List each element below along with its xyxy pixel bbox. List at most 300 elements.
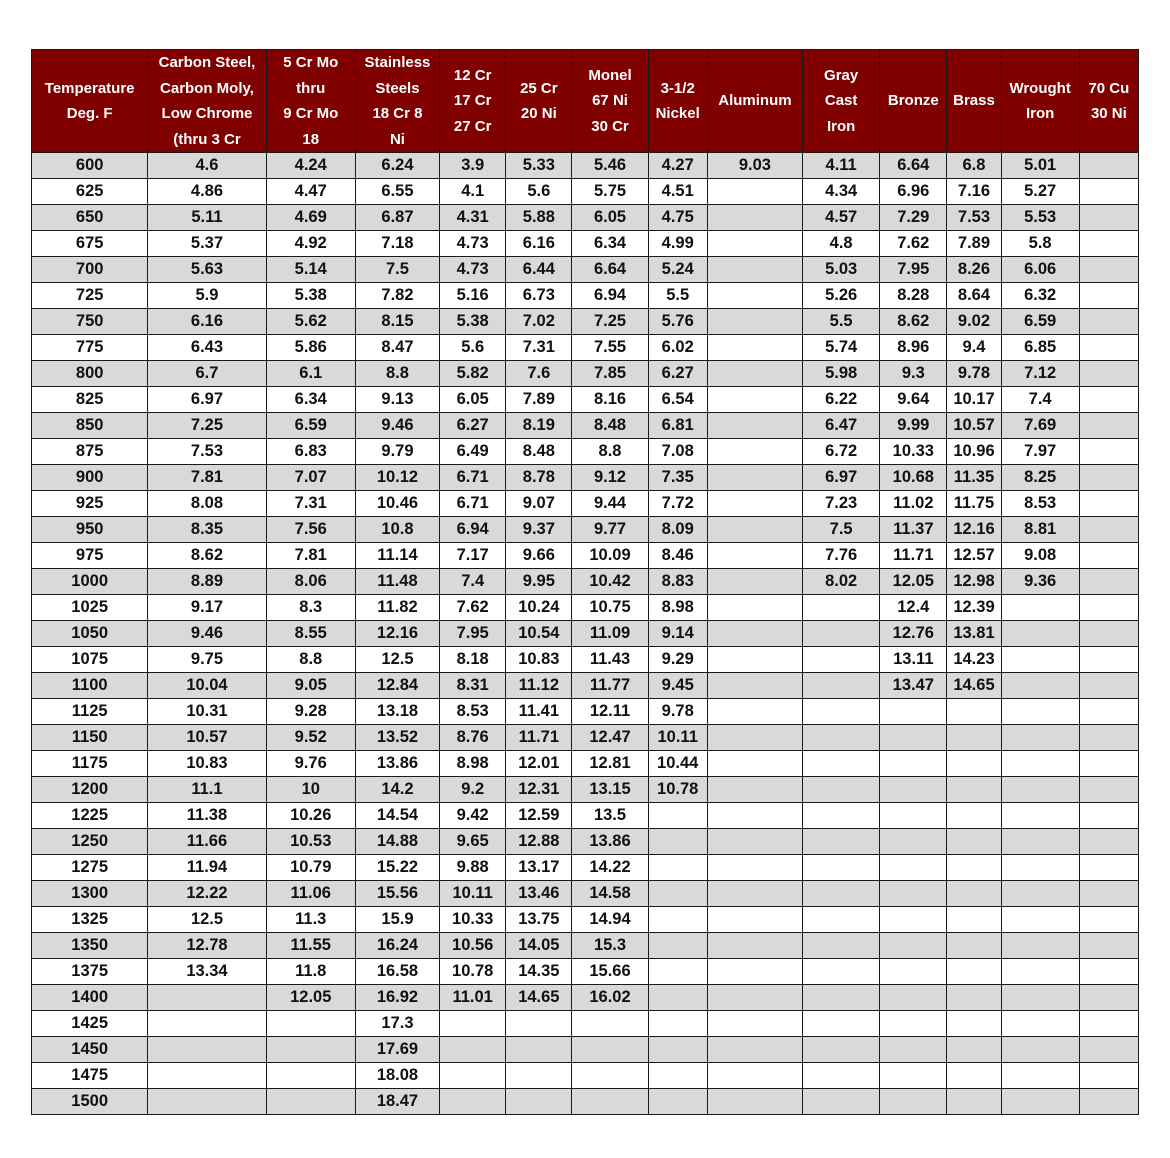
- table-cell: 7.35: [648, 465, 707, 491]
- table-cell: 4.31: [440, 205, 506, 231]
- table-cell: 9.29: [648, 647, 707, 673]
- table-cell: 10.8: [355, 517, 439, 543]
- table-cell: 8.8: [355, 361, 439, 387]
- temperature-cell: 1125: [32, 699, 148, 725]
- table-cell: 11.48: [355, 569, 439, 595]
- table-cell: [707, 595, 802, 621]
- table-row: [32, 439, 1139, 465]
- table-cell: [880, 829, 947, 855]
- column-header-10: [880, 50, 947, 153]
- column-header-line: Deg. F: [66, 105, 113, 122]
- table-row: [32, 699, 1139, 725]
- table-cell: 6.87: [355, 205, 439, 231]
- table-cell: 4.6: [148, 153, 266, 179]
- table-cell: [1079, 465, 1138, 491]
- table-cell: 15.3: [572, 933, 648, 959]
- table-cell: 11.37: [880, 517, 947, 543]
- table-cell: [707, 829, 802, 855]
- table-cell: [947, 985, 1001, 1011]
- temperature-cell: 1425: [32, 1011, 148, 1037]
- temperature-cell: 1300: [32, 881, 148, 907]
- table-cell: [1079, 569, 1138, 595]
- table-cell: 12.5: [355, 647, 439, 673]
- table-cell: [947, 1037, 1001, 1063]
- table-cell: 11.02: [880, 491, 947, 517]
- temperature-cell: 675: [32, 231, 148, 257]
- table-cell: [707, 543, 802, 569]
- table-cell: 8.09: [648, 517, 707, 543]
- table-cell: 14.65: [506, 985, 572, 1011]
- table-cell: 14.54: [355, 803, 439, 829]
- table-cell: [707, 699, 802, 725]
- table-cell: [1079, 1063, 1138, 1089]
- table-cell: 14.35: [506, 959, 572, 985]
- table-cell: 9.17: [148, 595, 266, 621]
- table-cell: 10.33: [440, 907, 506, 933]
- table-cell: [1079, 153, 1138, 179]
- table-cell: 5.27: [1001, 179, 1079, 205]
- table-cell: [648, 855, 707, 881]
- table-cell: 12.59: [506, 803, 572, 829]
- table-cell: 7.81: [266, 543, 355, 569]
- table-row: [32, 803, 1139, 829]
- table-row: [32, 569, 1139, 595]
- table-cell: 12.78: [148, 933, 266, 959]
- table-cell: [1001, 829, 1079, 855]
- table-cell: 5.6: [506, 179, 572, 205]
- temperature-cell: 1350: [32, 933, 148, 959]
- table-cell: 4.1: [440, 179, 506, 205]
- table-cell: [1001, 985, 1079, 1011]
- temperature-cell: 1225: [32, 803, 148, 829]
- table-cell: 7.97: [1001, 439, 1079, 465]
- table-cell: 11.1: [148, 777, 266, 803]
- table-cell: 12.47: [572, 725, 648, 751]
- table-row: [32, 621, 1139, 647]
- table-cell: [947, 907, 1001, 933]
- table-cell: 4.75: [648, 205, 707, 231]
- table-cell: 17.69: [355, 1037, 439, 1063]
- table-cell: 10.11: [440, 881, 506, 907]
- column-header-13: [1079, 50, 1138, 153]
- column-header-line: Iron: [1025, 105, 1055, 122]
- table-cell: 12.98: [947, 569, 1001, 595]
- table-cell: 6.16: [148, 309, 266, 335]
- table-cell: [506, 1011, 572, 1037]
- table-cell: 8.62: [880, 309, 947, 335]
- table-cell: 15.66: [572, 959, 648, 985]
- table-cell: 12.16: [355, 621, 439, 647]
- table-cell: [1079, 959, 1138, 985]
- table-cell: [947, 959, 1001, 985]
- table-row: [32, 1089, 1139, 1115]
- table-cell: 16.58: [355, 959, 439, 985]
- table-cell: 6.64: [572, 257, 648, 283]
- temperature-cell: 1200: [32, 777, 148, 803]
- table-cell: [947, 881, 1001, 907]
- table-cell: [803, 699, 880, 725]
- table-cell: 5.38: [440, 309, 506, 335]
- table-cell: 6.47: [803, 413, 880, 439]
- table-cell: 11.82: [355, 595, 439, 621]
- table-cell: 6.05: [572, 205, 648, 231]
- table-cell: 7.62: [880, 231, 947, 257]
- table-row: [32, 231, 1139, 257]
- table-cell: 8.89: [148, 569, 266, 595]
- column-header-8: [707, 50, 802, 153]
- table-cell: [1079, 933, 1138, 959]
- table-cell: 13.34: [148, 959, 266, 985]
- table-row: [32, 829, 1139, 855]
- table-cell: 5.76: [648, 309, 707, 335]
- table-cell: [648, 985, 707, 1011]
- table-cell: 8.28: [880, 283, 947, 309]
- table-cell: 8.25: [1001, 465, 1079, 491]
- table-cell: 10.57: [148, 725, 266, 751]
- column-header-line: (thru 3 Cr: [173, 130, 241, 148]
- column-header-line: Cast: [824, 92, 858, 110]
- column-header-line: Wrought: [1009, 79, 1071, 97]
- table-cell: 12.4: [880, 595, 947, 621]
- temperature-cell: 1500: [32, 1089, 148, 1115]
- table-cell: 13.52: [355, 725, 439, 751]
- table-cell: [148, 1089, 266, 1115]
- table-cell: 7.12: [1001, 361, 1079, 387]
- table-cell: 16.02: [572, 985, 648, 1011]
- table-cell: 7.17: [440, 543, 506, 569]
- table-cell: [803, 751, 880, 777]
- column-header-line: 67 Ni: [592, 92, 628, 110]
- table-cell: 7.62: [440, 595, 506, 621]
- table-cell: 10.75: [572, 595, 648, 621]
- column-header-line: Aluminum: [718, 92, 792, 110]
- table-cell: 9.78: [947, 361, 1001, 387]
- table-cell: [707, 179, 802, 205]
- table-cell: 7.69: [1001, 413, 1079, 439]
- table-row: [32, 283, 1139, 309]
- table-row: [32, 465, 1139, 491]
- table-cell: 9.45: [648, 673, 707, 699]
- table-cell: 9.28: [266, 699, 355, 725]
- temperature-cell: 1025: [32, 595, 148, 621]
- table-cell: 10.83: [506, 647, 572, 673]
- table-cell: 9.46: [355, 413, 439, 439]
- table-cell: 10.79: [266, 855, 355, 881]
- table-cell: [648, 1063, 707, 1089]
- column-header-line: 27 Cr: [453, 117, 492, 135]
- table-cell: 14.05: [506, 933, 572, 959]
- temperature-cell: 1100: [32, 673, 148, 699]
- table-cell: 9.36: [1001, 569, 1079, 595]
- table-cell: [648, 1037, 707, 1063]
- table-cell: [1079, 907, 1138, 933]
- table-cell: [707, 205, 802, 231]
- table-cell: [1079, 673, 1138, 699]
- table-cell: 6.8: [947, 153, 1001, 179]
- table-cell: [803, 1089, 880, 1115]
- table-cell: 6.44: [506, 257, 572, 283]
- table-cell: 9.02: [947, 309, 1001, 335]
- column-header-line: Ni: [389, 130, 405, 148]
- header-row: [32, 50, 1139, 153]
- table-cell: [803, 881, 880, 907]
- table-row: [32, 595, 1139, 621]
- table-cell: [707, 621, 802, 647]
- table-cell: 9.66: [506, 543, 572, 569]
- table-row: [32, 257, 1139, 283]
- table-cell: [947, 855, 1001, 881]
- table-cell: 11.8: [266, 959, 355, 985]
- table-cell: 14.88: [355, 829, 439, 855]
- table-cell: [707, 387, 802, 413]
- table-cell: 6.64: [880, 153, 947, 179]
- table-cell: 10.68: [880, 465, 947, 491]
- table-cell: 5.26: [803, 283, 880, 309]
- table-cell: 5.03: [803, 257, 880, 283]
- table-cell: 6.96: [880, 179, 947, 205]
- table-cell: 6.55: [355, 179, 439, 205]
- table-cell: 11.77: [572, 673, 648, 699]
- column-header-2: [266, 50, 355, 153]
- table-cell: [707, 569, 802, 595]
- table-cell: [947, 699, 1001, 725]
- table-cell: [707, 491, 802, 517]
- column-header-line: Nickel: [655, 105, 700, 122]
- table-cell: [1079, 205, 1138, 231]
- table-cell: 12.5: [148, 907, 266, 933]
- table-row: [32, 985, 1139, 1011]
- column-header-line: Monel: [588, 66, 632, 84]
- table-cell: 14.2: [355, 777, 439, 803]
- table-cell: 6.43: [148, 335, 266, 361]
- table-cell: 6.72: [803, 439, 880, 465]
- table-cell: [1001, 699, 1079, 725]
- table-cell: 8.18: [440, 647, 506, 673]
- table-cell: [947, 1089, 1001, 1115]
- table-cell: 12.39: [947, 595, 1001, 621]
- table-cell: 5.98: [803, 361, 880, 387]
- table-cell: 7.4: [440, 569, 506, 595]
- table-cell: 4.73: [440, 231, 506, 257]
- column-header-line: Bronze: [887, 92, 939, 110]
- table-cell: [880, 855, 947, 881]
- table-cell: 7.23: [803, 491, 880, 517]
- table-cell: 10.04: [148, 673, 266, 699]
- table-cell: 6.05: [440, 387, 506, 413]
- table-cell: 7.53: [947, 205, 1001, 231]
- table-cell: 5.74: [803, 335, 880, 361]
- table-cell: 6.81: [648, 413, 707, 439]
- temperature-cell: 800: [32, 361, 148, 387]
- table-cell: 10.56: [440, 933, 506, 959]
- table-cell: 12.81: [572, 751, 648, 777]
- table-cell: 9.77: [572, 517, 648, 543]
- temperature-cell: 600: [32, 153, 148, 179]
- table-cell: 11.14: [355, 543, 439, 569]
- table-cell: [648, 933, 707, 959]
- table-cell: 10.24: [506, 595, 572, 621]
- column-header-line: 30 Ni: [1090, 105, 1127, 122]
- table-cell: 12.22: [148, 881, 266, 907]
- table-cell: [1001, 1089, 1079, 1115]
- table-cell: [1079, 1089, 1138, 1115]
- table-cell: 5.37: [148, 231, 266, 257]
- table-row: [32, 1011, 1139, 1037]
- table-cell: [1079, 699, 1138, 725]
- table-cell: 9.64: [880, 387, 947, 413]
- table-cell: 8.53: [1001, 491, 1079, 517]
- table-cell: 9.14: [648, 621, 707, 647]
- table-cell: 8.76: [440, 725, 506, 751]
- table-cell: [440, 1037, 506, 1063]
- temperature-cell: 1475: [32, 1063, 148, 1089]
- table-cell: [803, 933, 880, 959]
- table-cell: [1079, 725, 1138, 751]
- table-row: [32, 413, 1139, 439]
- table-cell: 7.56: [266, 517, 355, 543]
- table-cell: [506, 1063, 572, 1089]
- table-cell: 5.8: [1001, 231, 1079, 257]
- table-row: [32, 881, 1139, 907]
- column-header-line: 18: [302, 130, 320, 148]
- temperature-cell: 625: [32, 179, 148, 205]
- column-header-line: Low Chrome: [161, 105, 253, 122]
- column-header-line: 30 Cr: [591, 117, 629, 135]
- table-cell: 10.78: [440, 959, 506, 985]
- table-cell: 11.71: [506, 725, 572, 751]
- table-cell: 10.26: [266, 803, 355, 829]
- column-header-line: 18 Cr 8: [372, 105, 423, 122]
- table-cell: 9.99: [880, 413, 947, 439]
- table-cell: 15.56: [355, 881, 439, 907]
- table-cell: 8.48: [506, 439, 572, 465]
- column-header-line: 3-1/2: [660, 79, 695, 97]
- table-cell: 11.3: [266, 907, 355, 933]
- table-cell: [1079, 283, 1138, 309]
- table-cell: 7.55: [572, 335, 648, 361]
- table-cell: 9.78: [648, 699, 707, 725]
- table-cell: [572, 1089, 648, 1115]
- table-row: [32, 361, 1139, 387]
- table-cell: 9.46: [148, 621, 266, 647]
- table-cell: 6.06: [1001, 257, 1079, 283]
- table-row: [32, 309, 1139, 335]
- column-header-0: [32, 50, 148, 153]
- table-cell: 6.83: [266, 439, 355, 465]
- table-cell: 12.01: [506, 751, 572, 777]
- column-header-6: [572, 50, 648, 153]
- table-cell: [1079, 621, 1138, 647]
- table-cell: [1079, 1037, 1138, 1063]
- table-cell: 8.55: [266, 621, 355, 647]
- table-cell: 13.75: [506, 907, 572, 933]
- table-cell: 10.12: [355, 465, 439, 491]
- table-cell: 7.53: [148, 439, 266, 465]
- table-cell: [266, 1037, 355, 1063]
- table-cell: [1079, 257, 1138, 283]
- table-cell: [266, 1089, 355, 1115]
- table-cell: 14.65: [947, 673, 1001, 699]
- table-row: [32, 205, 1139, 231]
- table-row: [32, 1063, 1139, 1089]
- table-cell: 8.81: [1001, 517, 1079, 543]
- column-header-4: [440, 50, 506, 153]
- column-header-5: [506, 50, 572, 153]
- temperature-cell: 1275: [32, 855, 148, 881]
- table-cell: [707, 1037, 802, 1063]
- table-cell: 18.47: [355, 1089, 439, 1115]
- table-cell: 7.25: [572, 309, 648, 335]
- table-cell: [880, 777, 947, 803]
- table-cell: 7.81: [148, 465, 266, 491]
- table-cell: 13.81: [947, 621, 1001, 647]
- table-cell: [1001, 803, 1079, 829]
- table-cell: 5.33: [506, 153, 572, 179]
- table-row: [32, 907, 1139, 933]
- table-cell: 6.24: [355, 153, 439, 179]
- table-cell: [707, 361, 802, 387]
- table-cell: [947, 1063, 1001, 1089]
- table-cell: 9.88: [440, 855, 506, 881]
- table-cell: [707, 647, 802, 673]
- table-cell: 12.76: [880, 621, 947, 647]
- column-header-line: Stainless: [364, 54, 431, 71]
- table-cell: [648, 829, 707, 855]
- table-cell: 9.3: [880, 361, 947, 387]
- table-cell: 5.46: [572, 153, 648, 179]
- table-cell: 10.78: [648, 777, 707, 803]
- temperature-cell: 1000: [32, 569, 148, 595]
- temperature-cell: 875: [32, 439, 148, 465]
- table-cell: [707, 959, 802, 985]
- table-cell: 9.44: [572, 491, 648, 517]
- table-cell: 9.79: [355, 439, 439, 465]
- column-header-line: Gray: [824, 66, 859, 84]
- column-header-line: 17 Cr: [453, 92, 492, 110]
- table-cell: [1079, 413, 1138, 439]
- table-cell: [648, 1089, 707, 1115]
- table-cell: [440, 1011, 506, 1037]
- column-header-1: [148, 50, 266, 153]
- table-cell: [1079, 1011, 1138, 1037]
- table-row: [32, 725, 1139, 751]
- table-cell: 8.3: [266, 595, 355, 621]
- table-cell: 16.92: [355, 985, 439, 1011]
- table-cell: 6.85: [1001, 335, 1079, 361]
- table-cell: 8.47: [355, 335, 439, 361]
- table-cell: 5.75: [572, 179, 648, 205]
- temperature-cell: 1175: [32, 751, 148, 777]
- table-cell: 5.16: [440, 283, 506, 309]
- table-cell: [803, 959, 880, 985]
- table-row: [32, 959, 1139, 985]
- table-cell: [1079, 881, 1138, 907]
- table-cell: 5.53: [1001, 205, 1079, 231]
- table-cell: [880, 881, 947, 907]
- table-cell: 16.24: [355, 933, 439, 959]
- table-cell: 9.65: [440, 829, 506, 855]
- table-cell: [707, 335, 802, 361]
- table-cell: 10.54: [506, 621, 572, 647]
- table-cell: [1079, 595, 1138, 621]
- table-cell: 11.66: [148, 829, 266, 855]
- table-cell: 8.31: [440, 673, 506, 699]
- table-cell: [440, 1063, 506, 1089]
- table-cell: 11.35: [947, 465, 1001, 491]
- table-cell: 8.98: [440, 751, 506, 777]
- table-cell: [1001, 621, 1079, 647]
- table-cell: 8.8: [572, 439, 648, 465]
